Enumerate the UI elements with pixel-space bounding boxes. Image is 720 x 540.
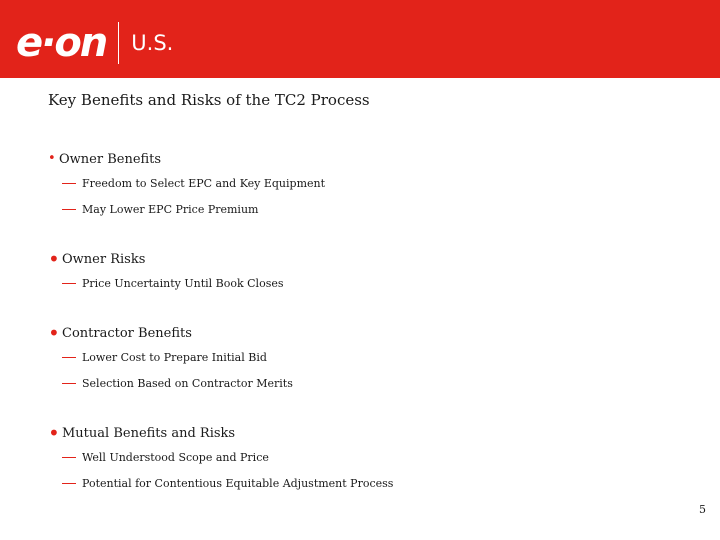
sub-item [48, 470, 668, 496]
sub-item-text: May Lower EPC Price Premium [82, 202, 259, 216]
bullet-label: Mutual Benefits and Risks [62, 425, 236, 441]
sub-item [48, 196, 668, 222]
sub-list [48, 270, 668, 296]
sub-list [48, 344, 668, 396]
sub-item [48, 444, 668, 470]
bullet-group [48, 422, 668, 496]
sub-item [48, 370, 668, 396]
bullet-item [48, 248, 668, 270]
sub-item-text: Price Uncertainty Until Book Closes [82, 276, 284, 290]
company-logo [16, 22, 173, 64]
bullet-content [48, 148, 668, 496]
bullet-label: Owner Benefits [59, 151, 162, 167]
sub-item-text: Potential for Contentious Equitable Adjustment Process [82, 476, 394, 490]
bullet-item [48, 148, 668, 170]
bullet-icon: • [48, 421, 60, 445]
sub-item-text: Lower Cost to Prepare Initial Bid [82, 350, 267, 364]
bullet-icon: • [48, 247, 60, 271]
bullet-label: Owner Risks [62, 251, 146, 267]
dash-icon [62, 283, 76, 284]
dash-icon [62, 183, 76, 184]
dash-icon [62, 457, 76, 458]
bullet-group [48, 148, 668, 222]
sub-item-text: Selection Based on Contractor Merits [82, 376, 293, 390]
header-bar [0, 0, 720, 78]
page-number: 5 [699, 503, 706, 516]
bullet-label: Contractor Benefits [62, 325, 192, 341]
logo-divider [118, 22, 119, 64]
sub-list [48, 170, 668, 222]
dash-icon [62, 209, 76, 210]
bullet-group [48, 248, 668, 296]
sub-list [48, 444, 668, 496]
sub-item-text: Freedom to Select EPC and Key Equipment [82, 176, 326, 190]
dash-icon [62, 383, 76, 384]
bullet-item [48, 422, 668, 444]
slide-title: Key Benefits and Risks of the TC2 Process [48, 91, 370, 109]
sub-item [48, 170, 668, 196]
sub-item [48, 270, 668, 296]
dash-icon [62, 357, 76, 358]
sub-item-text: Well Understood Scope and Price [82, 450, 269, 464]
logo-wordmark: e·on [16, 20, 107, 66]
logo-region-label: U.S. [131, 31, 174, 55]
bullet-icon: • [48, 151, 56, 166]
bullet-icon: • [48, 321, 60, 345]
sub-item [48, 344, 668, 370]
dash-icon [62, 483, 76, 484]
bullet-group [48, 322, 668, 396]
bullet-item [48, 322, 668, 344]
